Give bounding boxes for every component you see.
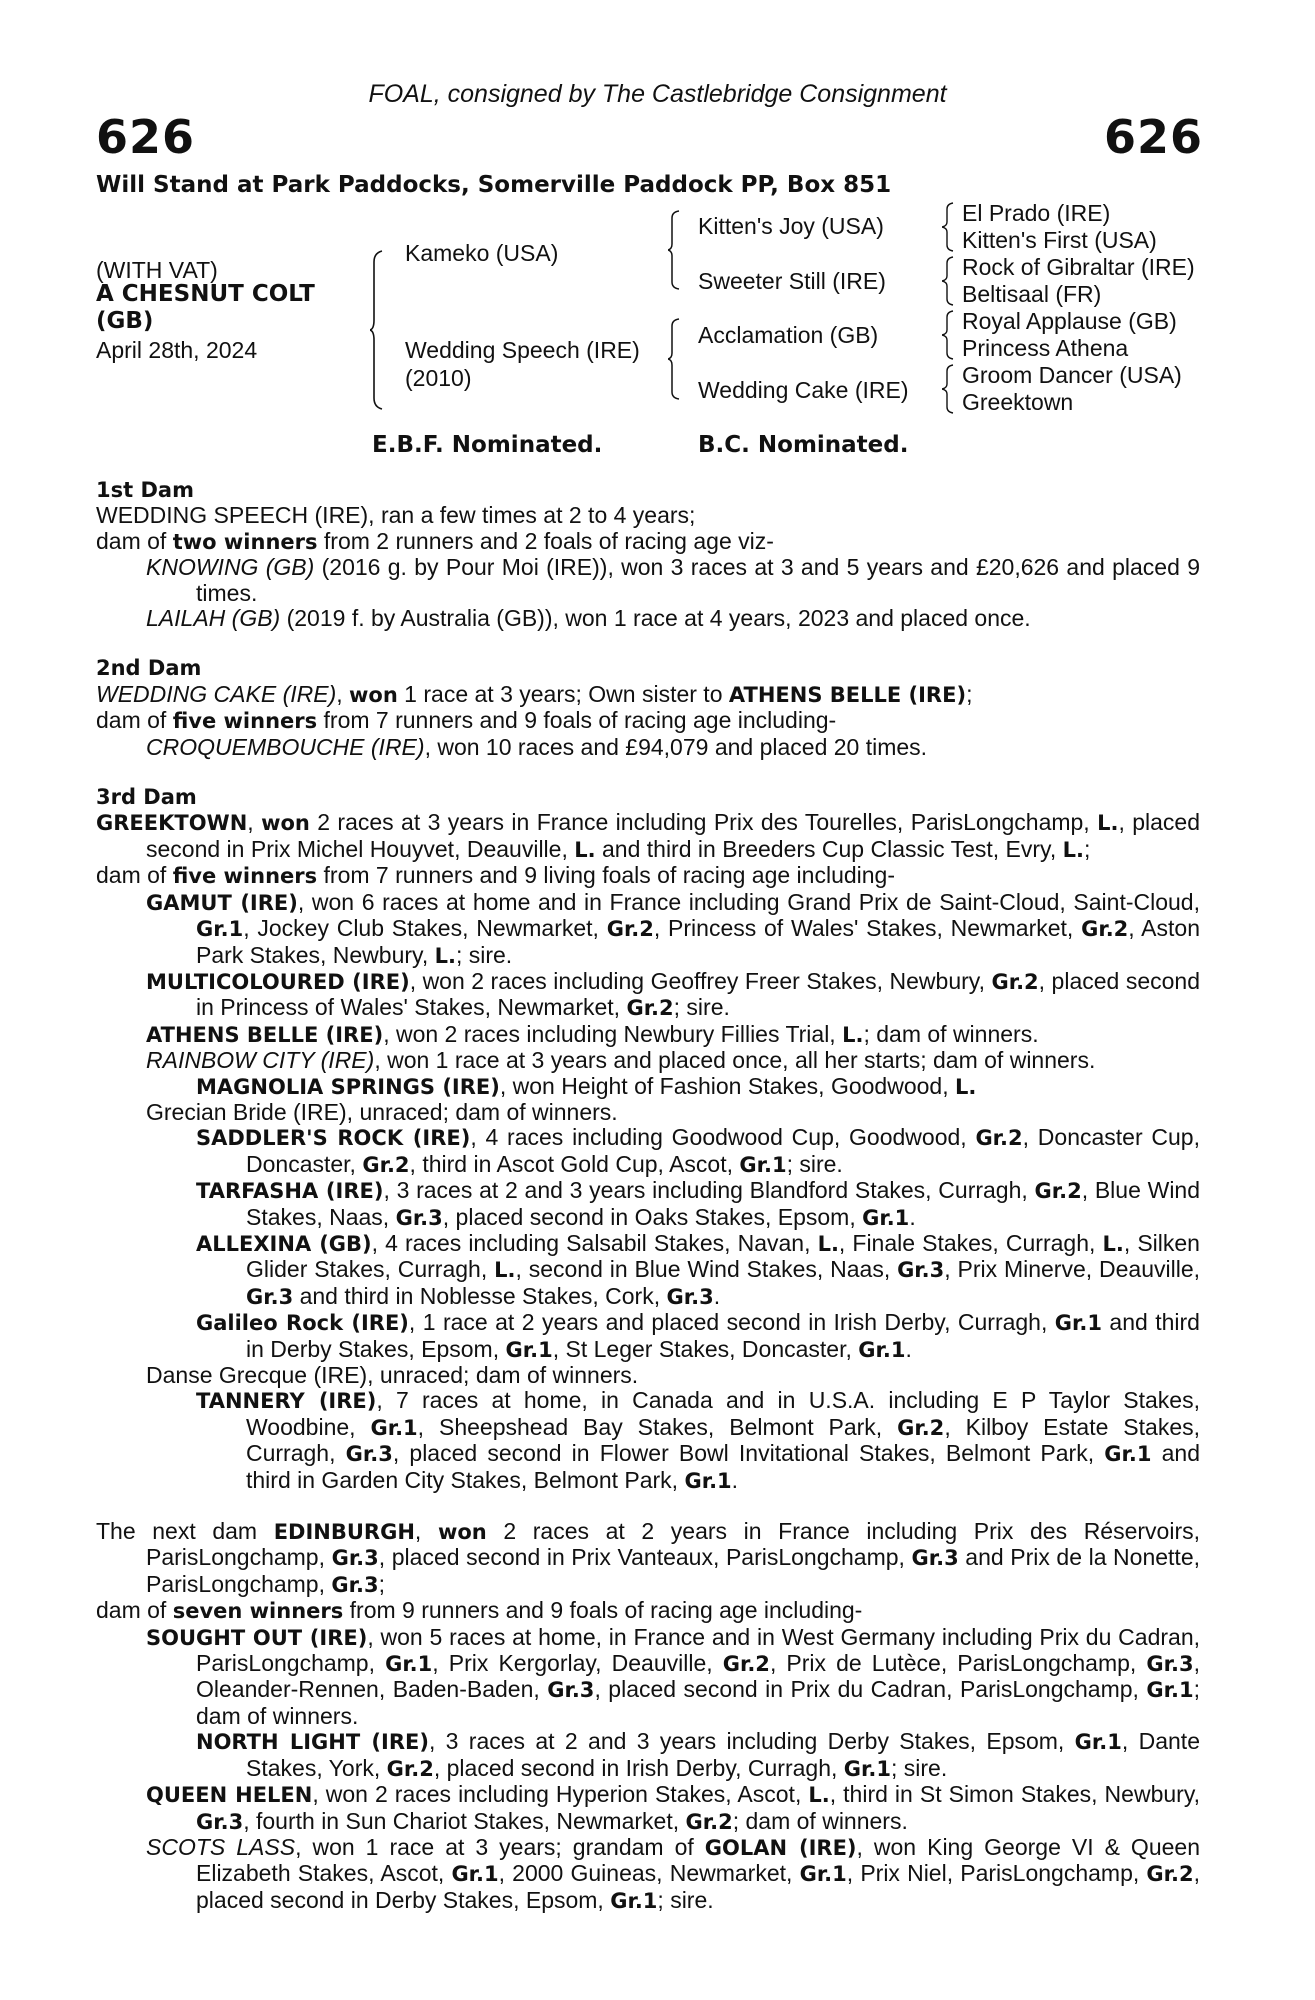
catalogue-body xyxy=(96,478,1200,1914)
pedigree-brace-sire xyxy=(668,210,680,290)
lot-number-left: 626 xyxy=(96,110,196,164)
progeny-gamut: GAMUT (IRE), won 6 races at home and in France including Grand Prix de Saint-Cloud, Saint-Cloud, Gr.1, Jockey Club Stakes, Newmarket, Gr.2, Princess of Wales' Stakes, Newmarket, Gr.2, Aston Park Stakes, Newbury, L.; sire. xyxy=(146,888,1200,968)
progeny-scots-lass: SCOTS LASS, won 1 race at 3 years; grandam of GOLAN (IRE), won King George VI & Queen Elizabeth Stakes, Ascot, Gr.1, 2000 Guineas, Newmarket, Gr.1, Prix Niel, ParisLongchamp, Gr.2, placed second in Derby Stakes, Epsom, Gr.1; sire. xyxy=(146,1833,1200,1913)
progeny-saddlers-rock: SADDLER'S ROCK (IRE), 4 races including Goodwood Cup, Goodwood, Gr.2, Doncaster Cup, Doncaster, Gr.2, third in Ascot Gold Cup, Ascot, Gr.1; sire. xyxy=(196,1124,1200,1177)
progeny-multicoloured: MULTICOLOURED (IRE), won 2 races including Geoffrey Freer Stakes, Newbury, Gr.2, placed second in Princess of Wales' Stakes, Newmarket, Gr.2; sire. xyxy=(146,967,1201,1021)
progeny-galileo-rock: Galileo Rock (IRE), 1 race at 2 years and placed second in Irish Derby, Curragh, Gr.1 and third in Derby Stakes, Epsom, Gr.1, St Leger Stakes, Doncaster, Gr.1. xyxy=(196,1309,1200,1362)
pedigree-g3-7: Groom Dancer (USA) xyxy=(962,362,1182,388)
pedigree-g3-5: Royal Applause (GB) xyxy=(962,308,1177,334)
pedigree-g3-4: Beltisaal (FR) xyxy=(962,281,1102,307)
third-dam-line1: GREEKTOWN, won 2 races at 3 years in France including Prix des Tourelles, ParisLongchamp, L., placed second in Prix Michel Houyvet, Deauville, L. and third in Breeders Cup Classic Test, Evry, L.; xyxy=(96,809,1201,862)
pedigree-sire-dam: Sweeter Still (IRE) xyxy=(698,268,886,294)
lot-description: A CHESNUT COLT xyxy=(96,281,315,307)
pedigree-g3-3: Rock of Gibraltar (IRE) xyxy=(962,254,1195,280)
next-dam-record: dam of seven winners from 9 runners and 9 foals of racing age including- xyxy=(96,1597,863,1624)
progeny-sought-out: SOUGHT OUT (IRE), won 5 races at home, in France and in West Germany including Prix du Cadran, ParisLongchamp, Gr.1, Prix Kergorlay, Deauville, Gr.2, Prix de Lutèce, ParisLongchamp, Gr.3, Oleander-Rennen, Baden-Baden, Gr.3, placed second in Prix du Cadran, ParisLongchamp, Gr.1; dam of winners. xyxy=(146,1623,1200,1729)
progeny-grecian-bride: Grecian Bride (IRE), unraced; dam of winners. xyxy=(146,1098,618,1125)
pedigree-sire: Kameko (USA) xyxy=(405,240,559,266)
lot-number-right: 626 xyxy=(1103,110,1203,164)
progeny-rainbow-city: RAINBOW CITY (IRE), won 1 race at 3 years and placed once, all her starts; dam of winners. xyxy=(146,1047,1096,1074)
first-dam-heading: 1st Dam xyxy=(96,478,194,502)
third-dam-heading: 3rd Dam xyxy=(96,785,197,810)
progeny-north-light: NORTH LIGHT (IRE), 3 races at 2 and 3 years including Derby Stakes, Epsom, Gr.1, Dante Stakes, York, Gr.2, placed second in Irish Derby, Curragh, Gr.1; sire. xyxy=(196,1728,1200,1781)
first-dam-record: dam of two winners from 2 runners and 2 foals of racing age viz- xyxy=(96,527,774,554)
pedigree-sire-sire: Kitten's Joy (USA) xyxy=(698,213,884,239)
second-dam-progeny-1: CROQUEMBOUCHE (IRE), won 10 races and £94,079 and placed 20 times. xyxy=(146,733,928,760)
foaled-date: April 28th, 2024 xyxy=(96,337,258,363)
second-dam-record: dam of five winners from 7 runners and 9 foals of racing age including- xyxy=(96,707,837,734)
progeny-magnolia-springs: MAGNOLIA SPRINGS (IRE), won Height of Fashion Stakes, Goodwood, L. xyxy=(196,1072,977,1099)
pedigree-dam: Wedding Speech (IRE) xyxy=(405,337,640,363)
pedigree-brace-g3-1 xyxy=(942,202,954,252)
pedigree-g3-1: El Prado (IRE) xyxy=(962,200,1111,226)
bc-nomination: B.C. Nominated. xyxy=(698,432,909,458)
next-dam-line1: The next dam EDINBURGH, won 2 races at 2 years in France including Prix des Réservoirs, ParisLongchamp, Gr.3, placed second in Prix Vanteaux, ParisLongchamp, Gr.3 and Prix de la Nonette, ParisLongchamp, Gr.3; xyxy=(96,1518,1201,1597)
pedigree-g3-8: Greektown xyxy=(962,389,1074,415)
progeny-queen-helen: QUEEN HELEN, won 2 races including Hyperion Stakes, Ascot, L., third in St Simon Stakes, Newbury, Gr.3, fourth in Sun Chariot Stakes, Newmarket, Gr.2; dam of winners. xyxy=(146,1781,1200,1834)
pedigree-dam-sire: Acclamation (GB) xyxy=(698,322,879,348)
first-dam-progeny-2: LAILAH (GB) (2019 f. by Australia (GB)), won 1 race at 4 years, 2023 and placed once. xyxy=(146,605,1031,632)
progeny-athens-belle: ATHENS BELLE (IRE), won 2 races including Newbury Fillies Trial, L.; dam of winners. xyxy=(146,1020,1039,1047)
pedigree-brace-g3-3 xyxy=(942,310,954,360)
second-dam-heading: 2nd Dam xyxy=(96,656,202,681)
pedigree-brace-g3-2 xyxy=(942,256,954,306)
lot-description-origin: (GB) xyxy=(96,308,154,334)
pedigree-g3-6: Princess Athena xyxy=(962,335,1129,361)
first-dam-progeny-1: KNOWING (GB) (2016 g. by Pour Moi (IRE)), won 3 races at 3 and 5 years and £20,626 and placed 9 times. xyxy=(146,554,1200,606)
progeny-tannery: TANNERY (IRE), 7 races at home, in Canada and in U.S.A. including E P Taylor Stakes, Woodbine, Gr.1, Sheepshead Bay Stakes, Belmont Park, Gr.2, Kilboy Estate Stakes, Curragh, Gr.3, placed second in Flower Bowl Invitational Stakes, Belmont Park, Gr.1 and third in Garden City Stakes, Belmont Park, Gr.1. xyxy=(196,1387,1201,1493)
pedigree-brace-g3-4 xyxy=(942,364,954,414)
pedigree-g3-2: Kitten's First (USA) xyxy=(962,227,1157,253)
stand-location: Will Stand at Park Paddocks, Somerville Paddock PP, Box 851 xyxy=(96,172,892,198)
pedigree-dam-year: (2010) xyxy=(405,365,472,391)
vat-label: (WITH VAT) xyxy=(96,257,218,283)
progeny-danse-grecque: Danse Grecque (IRE), unraced; dam of winners. xyxy=(146,1362,639,1388)
consignment-line: FOAL, consigned by The Castlebridge Consignment xyxy=(368,80,947,108)
pedigree-brace-dam xyxy=(668,318,680,400)
ebf-nomination: E.B.F. Nominated. xyxy=(372,432,603,458)
pedigree-dam-dam: Wedding Cake (IRE) xyxy=(698,377,909,403)
first-dam-line1: WEDDING SPEECH (IRE), ran a few times at 2 to 4 years; xyxy=(96,502,696,529)
second-dam-line1: WEDDING CAKE (IRE), won 1 race at 3 years; Own sister to ATHENS BELLE (IRE); xyxy=(96,680,973,707)
progeny-allexina: ALLEXINA (GB), 4 races including Salsabil Stakes, Navan, L., Finale Stakes, Curragh, L., Silken Glider Stakes, Curragh, L., second in Blue Wind Stakes, Naas, Gr.3, Prix Minerve, Deauville, Gr.3 and third in Noblesse Stakes, Cork, Gr.3. xyxy=(196,1229,1200,1309)
third-dam-record: dam of five winners from 7 runners and 9 living foals of racing age including- xyxy=(96,862,895,889)
pedigree-brace-main xyxy=(370,250,384,410)
progeny-tarfasha: TARFASHA (IRE), 3 races at 2 and 3 years including Blandford Stakes, Curragh, Gr.2, Blue Wind Stakes, Naas, Gr.3, placed second in Oaks Stakes, Epsom, Gr.1. xyxy=(196,1177,1201,1230)
